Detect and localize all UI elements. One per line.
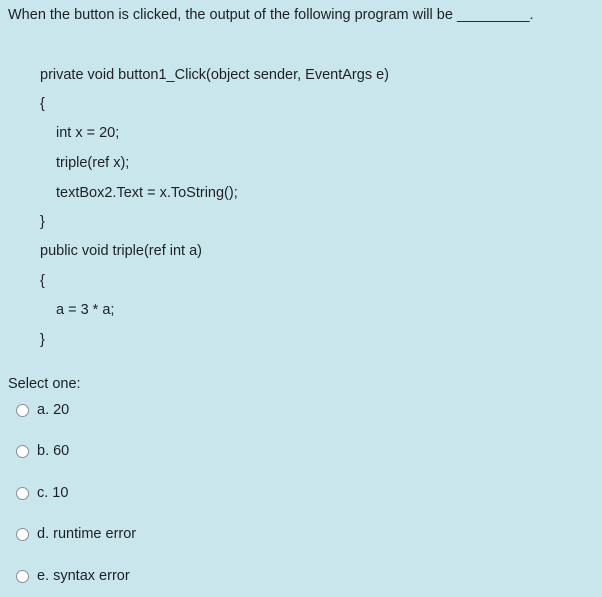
option-label[interactable]: b. 60 <box>37 443 70 459</box>
code-line: { <box>40 273 45 289</box>
option-e[interactable] <box>16 568 130 584</box>
code-line: textBox2.Text = x.ToString(); <box>56 185 238 201</box>
question-text: When the button is clicked, the output of the following program will be _________. <box>8 7 534 23</box>
option-d[interactable] <box>16 526 136 542</box>
radio-button-icon[interactable] <box>16 404 29 417</box>
code-line: triple(ref x); <box>56 155 130 171</box>
code-line: } <box>40 332 45 348</box>
option-b[interactable] <box>16 443 69 459</box>
code-line: public void triple(ref int a) <box>40 243 202 259</box>
radio-button-icon[interactable] <box>16 487 29 500</box>
option-label[interactable]: e. syntax error <box>37 568 130 584</box>
option-label[interactable]: a. 20 <box>37 402 70 418</box>
radio-button-icon[interactable] <box>16 570 29 583</box>
radio-button-icon[interactable] <box>16 528 29 541</box>
option-label[interactable]: c. 10 <box>37 485 69 501</box>
code-line: } <box>40 214 45 230</box>
code-line: int x = 20; <box>56 125 120 141</box>
option-a[interactable] <box>16 402 69 418</box>
code-line: private void button1_Click(object sender, EventArgs e) <box>40 67 389 83</box>
code-line: { <box>40 96 45 112</box>
option-c[interactable] <box>16 485 68 501</box>
select-one-label: Select one: <box>8 376 81 392</box>
code-line: a = 3 * a; <box>56 302 115 318</box>
radio-button-icon[interactable] <box>16 445 29 458</box>
option-label[interactable]: d. runtime error <box>37 526 137 542</box>
